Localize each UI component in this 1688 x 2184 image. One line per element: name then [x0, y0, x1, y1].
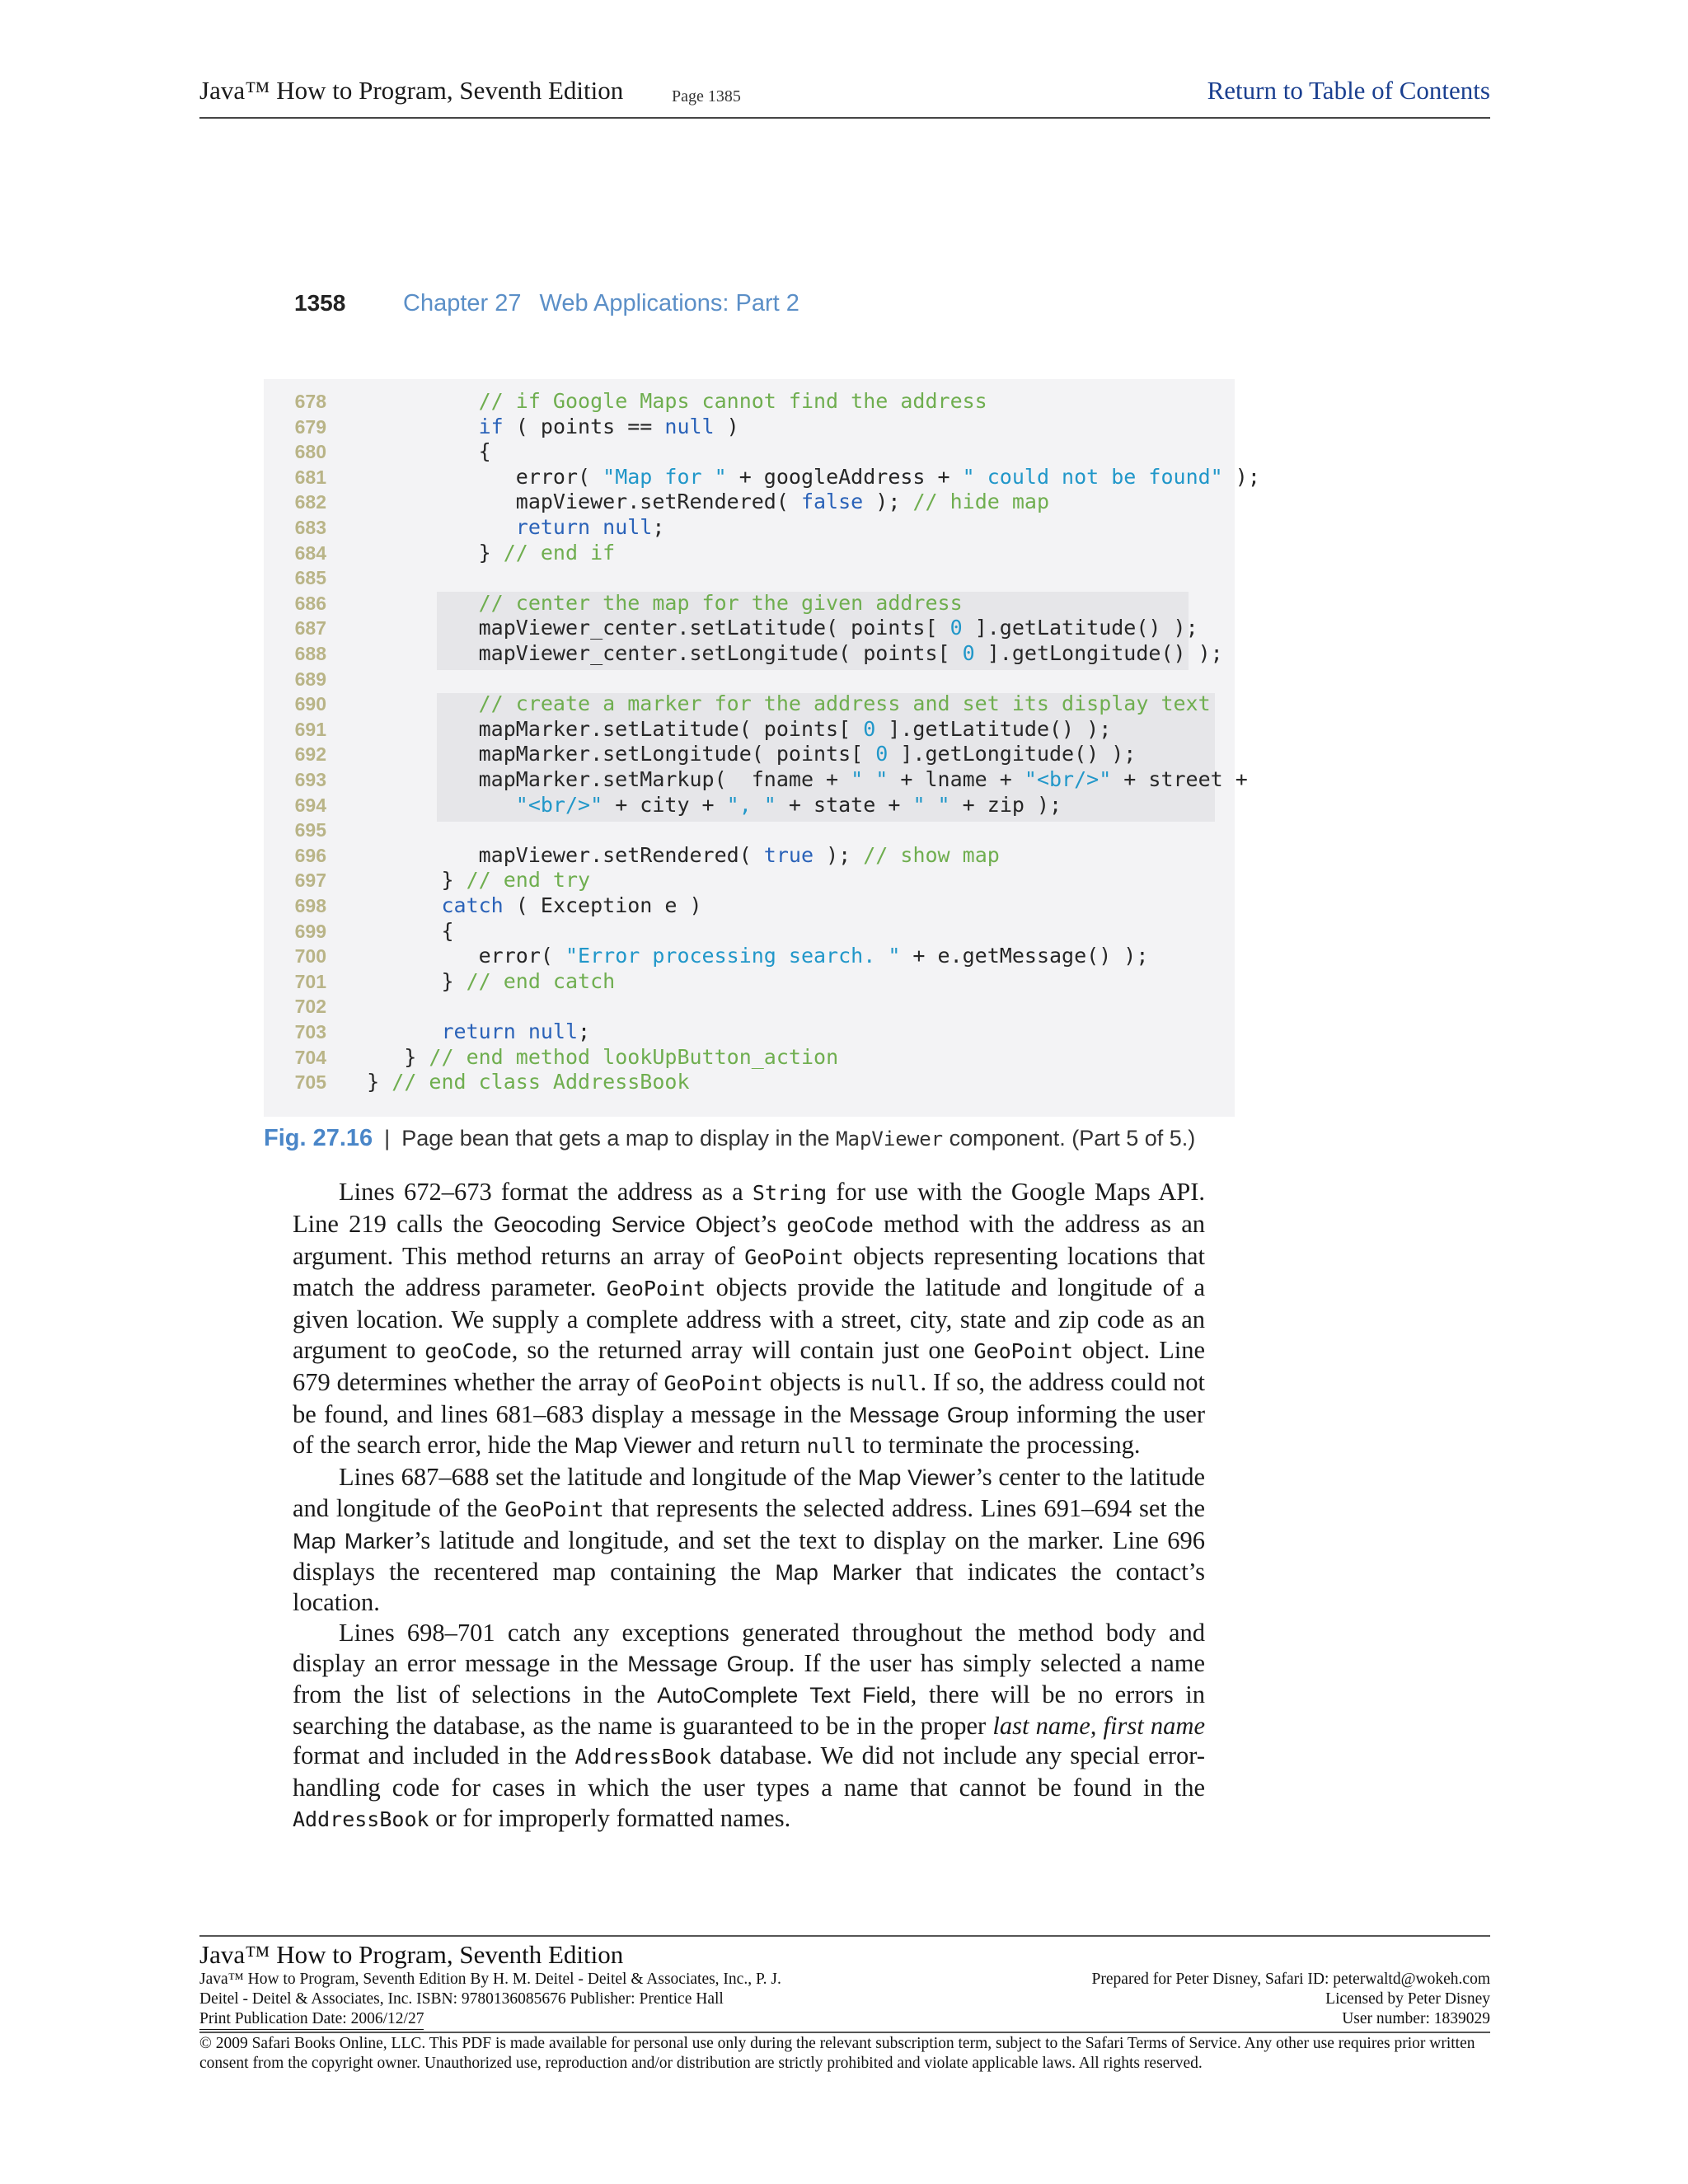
- body-paragraph: [293, 1618, 1205, 1835]
- chapter-label: Chapter 27: [403, 290, 522, 316]
- code-token: mapMarker.setLongitude( points[: [330, 742, 876, 766]
- code-token: [330, 389, 479, 413]
- caption-code: MapViewer: [836, 1127, 944, 1151]
- text-run: ’s center to the latitude and longitude of the: [293, 1463, 1205, 1522]
- code-line: [264, 767, 1248, 793]
- caption-text-before: Page bean that gets a map to display in the: [401, 1126, 830, 1151]
- code-line: [264, 868, 1235, 893]
- code-line: [264, 994, 1235, 1019]
- inline-code: AddressBook: [293, 1807, 429, 1831]
- footer-license-line: Prepared for Peter Disney, Safari ID: peterwaltd@wokeh.com: [1091, 1971, 1490, 1988]
- inline-code: GeoPoint: [744, 1244, 844, 1269]
- figure-label: Fig. 27.16: [264, 1125, 373, 1151]
- inline-code: GeoPoint: [504, 1497, 604, 1521]
- code-line: [264, 1019, 1235, 1045]
- header-page-ref: Page 1385: [672, 87, 741, 105]
- code-listing: [264, 379, 1260, 1117]
- running-header: [199, 76, 1490, 119]
- text-run: Lines 698–701 catch any exceptions generated throughout the method body and display an error message in the: [293, 1619, 1205, 1677]
- code-line: [264, 818, 1235, 843]
- code-text: [330, 541, 615, 566]
- ui-term: Map Marker: [775, 1559, 902, 1585]
- code-token: mapViewer.setRendered(: [330, 842, 764, 867]
- line-number: 681: [294, 466, 326, 488]
- footer-license-info: [1092, 1970, 1490, 2030]
- code-keyword: if: [478, 414, 504, 438]
- line-number: 698: [294, 895, 326, 916]
- code-token: + googleAddress +: [726, 464, 963, 489]
- code-string: " ": [851, 767, 889, 791]
- code-token: );: [1222, 464, 1260, 489]
- line-number: 692: [294, 743, 326, 766]
- code-line: [264, 919, 1235, 944]
- inline-code: null: [806, 1434, 856, 1459]
- code-token: + lname +: [888, 767, 1025, 791]
- code-text: [330, 1045, 838, 1071]
- text-run: . If so, the address could not be found, and lines 681–683 display a message in the: [293, 1367, 1205, 1428]
- code-line: [264, 415, 1235, 440]
- text-run: ’s: [759, 1209, 787, 1238]
- code-token: }: [330, 1044, 429, 1069]
- code-text: [330, 591, 963, 616]
- code-line: [264, 565, 1235, 591]
- code-line: [264, 541, 1235, 566]
- body-paragraph: [293, 1177, 1205, 1462]
- code-line: [264, 793, 1235, 818]
- code-comment: // hide map: [912, 490, 1050, 514]
- code-string: "<br/>": [515, 792, 603, 817]
- ui-term: Message Group: [849, 1402, 1009, 1427]
- line-number: 688: [294, 643, 326, 664]
- text-run: or for improperly formatted names.: [429, 1803, 791, 1832]
- code-text: [330, 691, 1211, 717]
- line-number: 690: [294, 693, 326, 715]
- code-keyword: return null: [441, 1019, 579, 1043]
- code-token: }: [330, 540, 504, 565]
- code-token: mapMarker.setMarkup( fname +: [330, 767, 851, 791]
- code-string: "Error processing search. ": [565, 944, 901, 968]
- line-number: 686: [294, 592, 326, 614]
- footer-license-line: User number: 1839029: [1342, 2010, 1490, 2027]
- line-number: 702: [294, 996, 326, 1018]
- ui-term: Map Viewer: [857, 1465, 976, 1491]
- code-keyword: false: [800, 490, 864, 514]
- code-line: [264, 742, 1235, 767]
- code-number: 0: [875, 742, 889, 766]
- code-token: ].getLatitude() );: [875, 716, 1112, 741]
- code-keyword: null: [664, 414, 715, 438]
- code-token: mapMarker.setLatitude( points[: [330, 716, 864, 741]
- text-run: that represents the selected address. Lines 691–694 set the: [603, 1493, 1205, 1522]
- code-line: [264, 616, 1235, 641]
- text-run: objects representing locations that match the address parameter.: [293, 1241, 1205, 1302]
- line-number: 700: [294, 945, 326, 968]
- line-number: 699: [294, 920, 326, 942]
- code-token: [330, 793, 516, 817]
- code-token: ( points ==: [503, 414, 665, 438]
- table-of-contents-link[interactable]: Return to Table of Contents: [1207, 76, 1490, 105]
- code-token: [330, 591, 479, 615]
- code-comment: // end try: [466, 868, 591, 893]
- code-token: }: [330, 1070, 392, 1094]
- code-line: [264, 944, 1235, 969]
- code-line: [264, 1045, 1235, 1071]
- inline-code: AddressBook: [574, 1745, 712, 1769]
- code-token: + e.getMessage() );: [900, 944, 1149, 968]
- text-run: , there will be no errors in searching the database, as the name is guaranteed to be in the proper: [293, 1680, 1206, 1740]
- line-number: 691: [294, 718, 326, 740]
- code-token: ;: [652, 515, 665, 539]
- code-number: 0: [863, 716, 876, 741]
- code-text: [330, 742, 1136, 767]
- inline-code: geoCode: [786, 1212, 874, 1237]
- code-number: 0: [962, 641, 975, 665]
- code-text: [330, 868, 590, 893]
- code-token: + city +: [603, 792, 727, 817]
- code-text: [330, 439, 491, 465]
- code-token: [330, 415, 479, 438]
- caption-separator: |: [384, 1126, 391, 1151]
- body-paragraph: [293, 1462, 1205, 1618]
- footer-book-line: Java™ How to Program, Seventh Edition By H. M. Deitel - Deitel & Associates, Inc., P. J.: [199, 1971, 781, 1988]
- ui-term: Geocoding Service Object: [493, 1212, 760, 1237]
- line-number: 695: [294, 819, 326, 841]
- code-token: [330, 1019, 441, 1043]
- text-run: informing the user of the search error, hide the: [293, 1399, 1205, 1460]
- code-text: [330, 1070, 690, 1095]
- chapter-heading: [403, 290, 799, 317]
- code-token: }: [330, 968, 467, 993]
- code-line: [264, 591, 1235, 616]
- code-number: 0: [950, 616, 963, 640]
- code-text: [330, 944, 1148, 969]
- line-number: 679: [294, 415, 326, 438]
- code-comment: // center the map for the given address: [478, 590, 963, 615]
- code-line: [264, 464, 1260, 490]
- footer-book-line: Print Publication Date: 2006/12/27: [199, 2009, 424, 2030]
- code-token: ].getLongitude() );: [974, 641, 1223, 665]
- page-number: 1358: [294, 290, 346, 316]
- code-token: ;: [578, 1019, 591, 1043]
- code-string: " could not be found": [962, 464, 1223, 489]
- code-token: ].getLongitude() );: [888, 742, 1137, 766]
- code-comment: // create a marker for the address and set its display text: [478, 691, 1211, 716]
- footer-license-line: Licensed by Peter Disney: [1325, 1990, 1490, 2008]
- code-text: [330, 893, 702, 919]
- ui-term: Map Marker: [293, 1528, 414, 1554]
- code-text: [330, 969, 615, 995]
- inline-code: GeoPoint: [663, 1371, 763, 1395]
- line-number: 701: [294, 970, 326, 992]
- line-number: 704: [294, 1046, 326, 1068]
- ui-term: Message Group: [627, 1651, 789, 1676]
- footer-book-line: Deitel - Deitel & Associates, Inc. ISBN: 9780136085676 Publisher: Prentice Hall: [199, 1990, 724, 2008]
- inline-code: String: [752, 1181, 828, 1205]
- inline-code: geoCode: [424, 1338, 512, 1363]
- code-string: "<br/>": [1024, 767, 1112, 791]
- code-token: + zip );: [950, 792, 1062, 817]
- line-number: 685: [294, 567, 326, 589]
- line-number: 693: [294, 769, 326, 790]
- footer-details: [199, 1970, 1490, 2030]
- line-number: 705: [294, 1071, 326, 1094]
- text-run: for use with the Google Maps API. Line 219 calls the: [293, 1178, 1205, 1238]
- code-text: [330, 389, 987, 415]
- code-line: [264, 389, 1235, 415]
- code-text: [330, 515, 664, 541]
- inline-code: null: [870, 1371, 921, 1395]
- inline-code: GeoPoint: [973, 1338, 1073, 1363]
- text-run: . If the user has simply selected a name from the list of selections in the: [293, 1648, 1205, 1708]
- text-run: ’s latitude and longitude, and set the text to display on the marker. Line 696 displays the recentered map containing the: [293, 1526, 1205, 1586]
- code-line: [264, 691, 1235, 717]
- figure-caption: [264, 1125, 1195, 1152]
- code-string: "Map for ": [603, 464, 727, 489]
- code-comment: // end if: [503, 540, 616, 565]
- code-comment: // end method lookUpButton_action: [429, 1044, 839, 1069]
- text-run: format and included in the: [293, 1741, 575, 1770]
- code-line: [264, 667, 1235, 692]
- code-text: [330, 843, 1000, 869]
- line-number: 682: [294, 491, 326, 513]
- text-run: method with the address as an argument. This method returns an array of: [293, 1209, 1206, 1270]
- code-token: error(: [330, 944, 565, 968]
- code-text: [330, 767, 1248, 793]
- code-token: );: [814, 842, 864, 867]
- chapter-title: Web Applications: Part 2: [539, 290, 799, 316]
- text-run: objects is: [762, 1367, 871, 1396]
- code-keyword: true: [763, 842, 814, 867]
- code-token: mapViewer.setRendered(: [330, 490, 801, 514]
- code-string: " ": [912, 792, 950, 817]
- text-run: to terminate the processing.: [856, 1431, 1141, 1460]
- code-line: [264, 843, 1235, 869]
- caption-text-after: component. (Part 5 of 5.): [949, 1126, 1196, 1151]
- page-footer: [199, 1935, 1490, 2074]
- header-book-title: Java™ How to Program, Seventh Edition: [199, 76, 624, 105]
- ui-term: AutoComplete Text Field: [657, 1682, 911, 1708]
- inline-code: GeoPoint: [606, 1277, 706, 1301]
- line-number: 703: [294, 1021, 326, 1043]
- code-string: ", ": [726, 792, 776, 817]
- line-number: 696: [294, 844, 326, 866]
- text-run: , so the returned array will contain just one: [511, 1335, 974, 1364]
- code-text: [330, 717, 1111, 743]
- code-token: mapViewer_center.setLatitude( points[: [330, 616, 950, 640]
- code-token: mapViewer_center.setLongitude( points[: [330, 641, 963, 665]
- line-number: 684: [294, 541, 326, 564]
- code-text: [330, 415, 739, 440]
- text-run: objects provide the latitude and longitude of a given location. We supply a complete address with a street, city, state and zip code as an argument to: [293, 1273, 1206, 1364]
- code-text: [330, 793, 1062, 818]
- code-comment: // show map: [863, 842, 1000, 867]
- code-token: [330, 691, 479, 715]
- code-text: [330, 641, 1223, 667]
- code-line: [264, 515, 1235, 541]
- code-token: );: [863, 490, 913, 514]
- code-keyword: return null: [515, 515, 653, 539]
- emphasis: last name, first name: [992, 1711, 1205, 1740]
- code-text: [330, 1019, 590, 1045]
- code-token: + state +: [776, 792, 913, 817]
- code-comment: // end class AddressBook: [392, 1070, 690, 1094]
- code-text: [330, 919, 454, 944]
- code-token: [330, 515, 516, 539]
- line-number: 683: [294, 517, 326, 538]
- footer-title: Java™ How to Program, Seventh Edition: [199, 1940, 624, 1969]
- body-text: [293, 1177, 1205, 1835]
- code-token: + street +: [1111, 767, 1248, 791]
- code-token: {: [330, 918, 454, 943]
- code-line: [264, 969, 1235, 995]
- line-number: 687: [294, 617, 326, 640]
- code-token: }: [330, 868, 467, 893]
- code-text: [330, 616, 1198, 641]
- footer-copyright: © 2009 Safari Books Online, LLC. This PDF is made available for personal use only during the relevant subscription term, subject to the Safari Terms of Service. Any other use requires prior written consent from the copyright owner. Unauthorized use, reproduction and/or distribution are strictly prohibited and violate applicable laws. All rights reserved.: [199, 2032, 1490, 2074]
- code-line: [264, 490, 1235, 515]
- code-token: [330, 893, 441, 917]
- text-run: database. We did not include any special error-handling code for cases in which the user types a name that cannot be found in the: [293, 1741, 1205, 1802]
- code-keyword: catch: [441, 893, 504, 917]
- line-number: 680: [294, 441, 326, 463]
- line-number: 678: [294, 391, 326, 412]
- code-comment: // end catch: [466, 968, 616, 993]
- text-run: object. Line 679 determines whether the array of: [293, 1335, 1205, 1396]
- code-line: [264, 893, 1235, 919]
- code-text: [330, 465, 1260, 490]
- line-number: 689: [294, 668, 326, 690]
- code-token: ].getLatitude() );: [962, 616, 1198, 640]
- code-line: [264, 717, 1235, 743]
- code-token: ( Exception e ): [503, 893, 702, 917]
- code-line: [264, 439, 1235, 465]
- text-run: and return: [691, 1431, 807, 1460]
- code-comment: // if Google Maps cannot find the address: [478, 389, 987, 413]
- text-run: Lines 672–673 format the address as a: [339, 1178, 753, 1206]
- footer-book-info: [199, 1970, 781, 2030]
- code-token: ): [714, 414, 739, 438]
- code-line: [264, 641, 1235, 667]
- line-number: 697: [294, 869, 326, 892]
- code-token: {: [330, 439, 491, 464]
- text-run: that indicates the contact’s location.: [293, 1557, 1206, 1617]
- ui-term: Map Viewer: [574, 1433, 692, 1459]
- line-number: 694: [294, 794, 326, 816]
- code-text: [330, 490, 1049, 515]
- text-run: Lines 687–688 set the latitude and longitude of the: [339, 1463, 858, 1492]
- code-token: error(: [330, 464, 603, 489]
- code-line: [264, 1070, 1235, 1095]
